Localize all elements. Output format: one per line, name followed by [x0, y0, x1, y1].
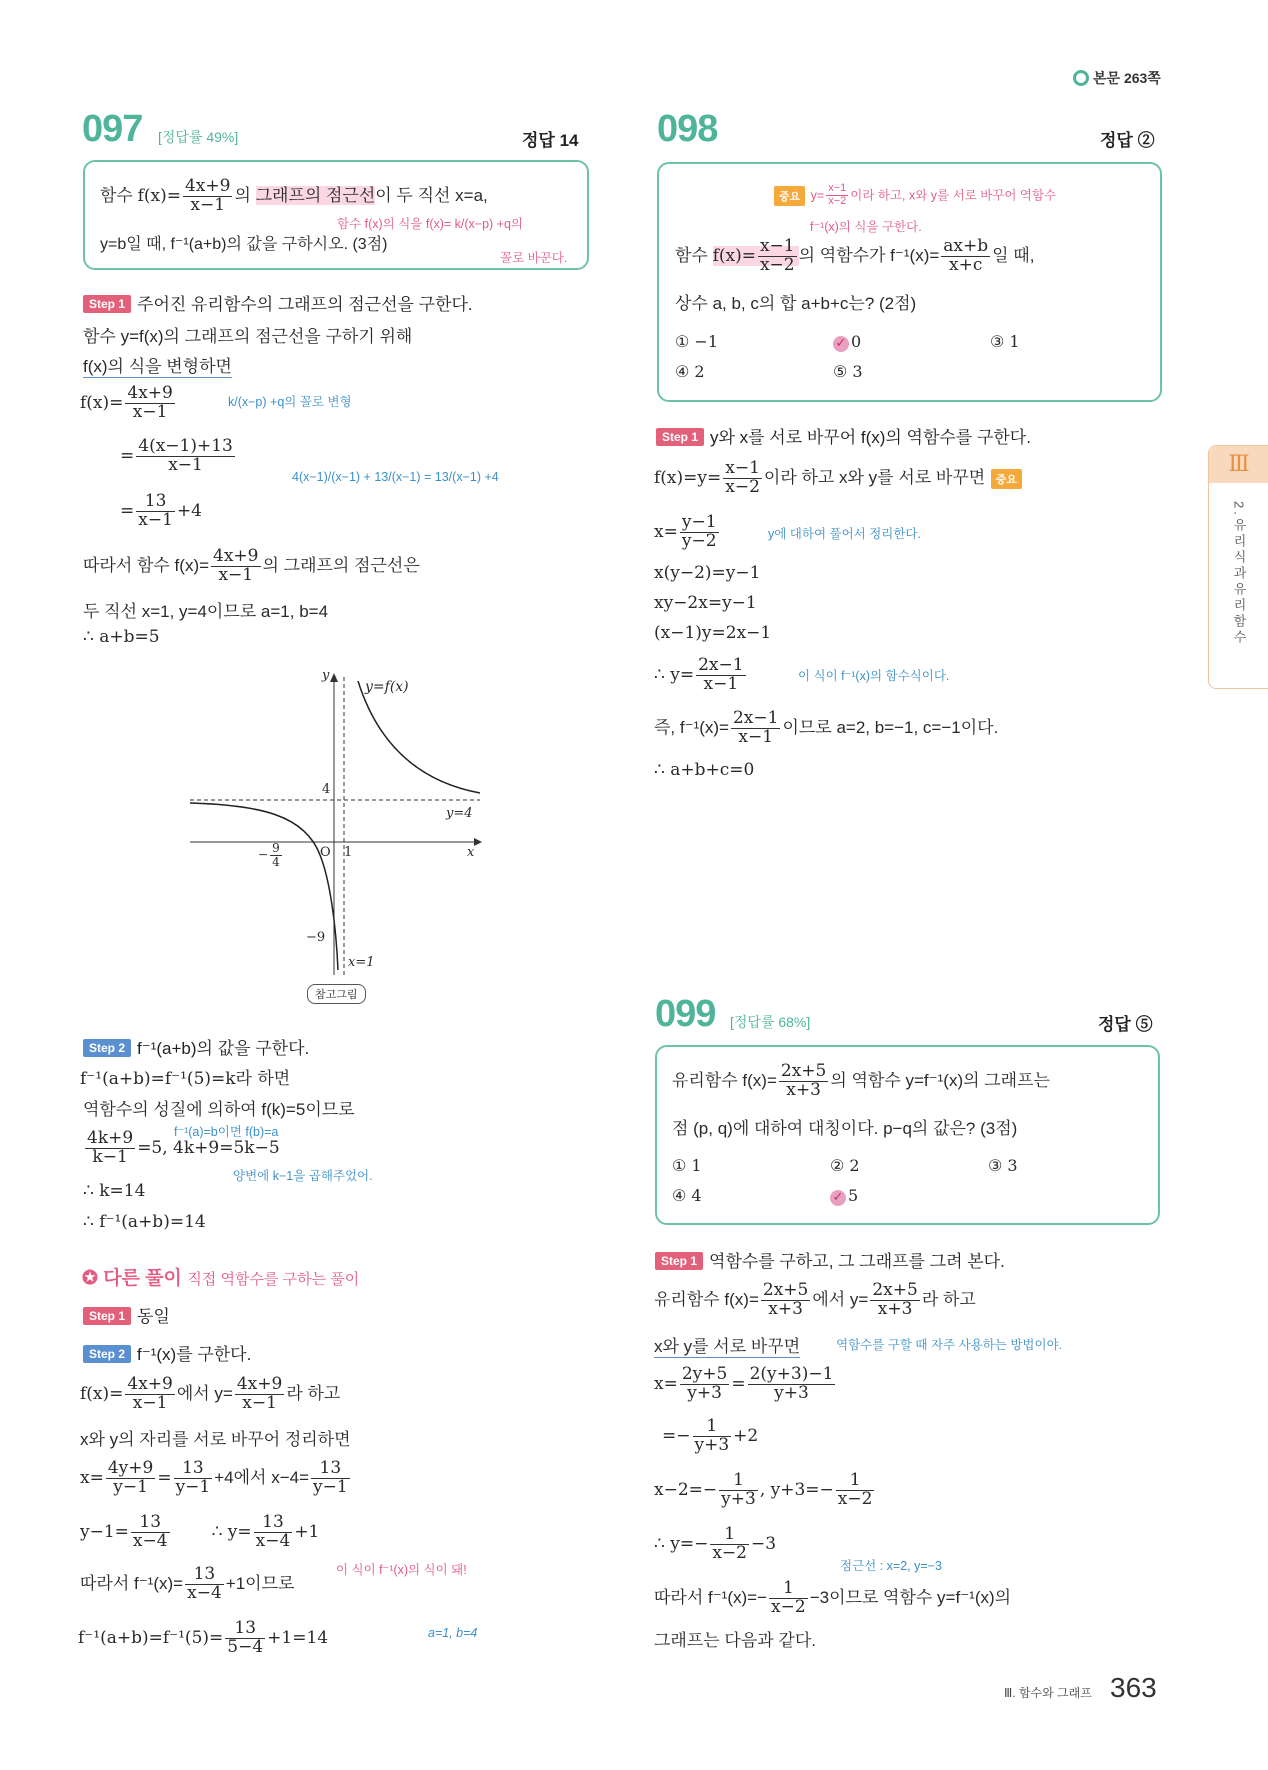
reference-graph [180, 665, 500, 985]
problem-line-1: 유리함수 f(x)= $\frac{2x+5}{x+3}$ 의 역함수 y=f⁻¹(x)의 그래프는 [672, 1061, 1050, 1100]
step1-line-1: f(x)=y= $\frac{x-1}{x-2}$ 이라 하고 x와 y를 서로 바꾸면 중요 [654, 460, 1022, 497]
other-solution-title: ✪ 다른 풀이 직접 역함수를 구하는 풀이 [82, 1268, 360, 1289]
option-3[interactable]: ③ 1 [990, 332, 1020, 351]
step1-eq-3: = $\frac{13}{x-1}$ +4 [120, 491, 202, 530]
step1-header: Step 1 역함수를 구하고, 그 그래프를 그려 본다. [655, 1247, 1005, 1272]
step1-line-8: 그래프는 다음과 같다. [654, 1631, 816, 1650]
step2-line-1: f⁻¹(a+b)=f⁻¹(5)=k라 하면 [80, 1069, 291, 1089]
step1-note-2: 점근선 : x=2, y=−3 [840, 1559, 942, 1573]
step1-eq-1: f(x)= $\frac{4x+9}{x-1}$ [80, 383, 173, 422]
step2-line-2: 역함수의 성질에 의하여 f(k)=5이므로 [83, 1100, 355, 1119]
answer-label: 정답 ② [1100, 131, 1155, 150]
step1-note-1: y에 대하여 풀어서 정리한다. [768, 527, 921, 541]
graph-y4-label: y=4 [446, 806, 473, 821]
important-badge: 중요 [991, 469, 1022, 489]
chapter-title: 2.유리식과유리함수 [1231, 501, 1247, 646]
graph-y-label: y [322, 668, 330, 683]
option-3[interactable]: ③ 3 [988, 1156, 1018, 1175]
option-2-checked[interactable]: ✓ 0 [833, 332, 861, 352]
important-note-1: 중요 y= $\frac{x-1}{x-2}$ 이라 하고, x와 y를 서로 바꾸어 역함수 [774, 183, 1056, 207]
other-note-1: 이 식이 f⁻¹(x)의 식이 돼! [336, 1563, 467, 1577]
answer-label: 정답 14 [522, 131, 579, 150]
question-number: 098 [657, 108, 718, 150]
other-step1-header: Step 1 동일 [83, 1302, 170, 1327]
graph-x-label: x [467, 845, 475, 860]
graph-4-label: 4 [322, 782, 331, 797]
circle-icon [1073, 70, 1089, 86]
step1-line-4: xy−2x=y−1 [654, 593, 757, 613]
problem-line-1: 함수 f(x)= $\frac{x-1}{x-2}$ 의 역함수가 f⁻¹(x)= $\frac{ax+b}{x+c}$ 일 때, [675, 236, 1035, 275]
step1-line-6: ∴ y= $\frac{2x-1}{x-1}$ [654, 655, 744, 694]
y-axis-arrow [330, 673, 338, 682]
other-line-6: f⁻¹(a+b)=f⁻¹(5)= $\frac{13}{5-4}$ +1=14 [78, 1618, 329, 1657]
step2-note-2: 양변에 k−1을 곱해주었어. [233, 1169, 373, 1183]
step1-line-3: x= $\frac{2y+5}{y+3}$ = $\frac{2(y+3)-1}{y+3}$ [654, 1364, 834, 1403]
step1-line-2: x= $\frac{y-1}{y-2}$ [654, 512, 717, 551]
important-badge: 중요 [774, 186, 805, 206]
graph-o-label: O [320, 845, 331, 860]
step1-line-1: 함수 y=f(x)의 그래프의 점근선을 구하기 위해 [83, 327, 413, 346]
step1-line-4: 두 직선 x=1, y=4이므로 a=1, b=4 [83, 602, 329, 621]
step1-line-2: f(x)의 식을 변형하면 [83, 352, 232, 378]
problem-note-2: 꼴로 바꾼다. [500, 251, 568, 265]
step2-eq: $\frac{4k+9}{k-1}$ =5, 4k+9=5k−5 [87, 1128, 280, 1167]
graph-caption: 참고그림 [307, 984, 366, 1004]
other-line-1: f(x)= $\frac{4x+9}{x-1}$ 에서 y= $\frac{4x+9}{x-1}$ 라 하고 [80, 1374, 341, 1413]
problem-note-1: 함수 f(x)의 식을 f(x)= k/(x−p) +q의 [337, 217, 524, 231]
step2-line-3: ∴ k=14 [83, 1181, 146, 1201]
important-note-2: f⁻¹(x)의 식을 구한다. [810, 220, 922, 234]
step1-note-2: 이 식이 f⁻¹(x)의 함수식이다. [798, 669, 950, 683]
graph-minus-9-label: −9 [306, 930, 326, 945]
graph-fx-label: y=f(x) [365, 679, 409, 695]
step1-line-4: =− $\frac{1}{y+3}$ +2 [662, 1416, 759, 1455]
step1-line-7: 따라서 f⁻¹(x)=− $\frac{1}{x-2}$ −3이므로 역함수 y=f⁻¹(x)의 [654, 1578, 1012, 1617]
correct-rate: [정답률 68%] [730, 1014, 811, 1030]
other-note-2: a=1, b=4 [428, 1626, 478, 1640]
step2-header: Step 2 f⁻¹(a+b)의 값을 구한다. [83, 1034, 309, 1059]
step1-eq-2: = $\frac{4(x-1)+13}{x-1}$ [120, 436, 233, 475]
question-number: 097 [82, 108, 143, 150]
step2-line-4: ∴ f⁻¹(a+b)=14 [83, 1212, 206, 1232]
step1-line-5: (x−1)y=2x−1 [654, 623, 772, 643]
step1-note-1: k/(x−p) +q의 꼴로 변형 [228, 395, 352, 409]
other-line-2: x와 y의 자리를 서로 바꾸어 정리하면 [80, 1430, 351, 1449]
step1-header: Step 1 주어진 유리함수의 그래프의 점근선을 구한다. [83, 290, 473, 315]
option-4[interactable]: ④ 4 [672, 1186, 702, 1205]
step1-line-3: x(y−2)=y−1 [654, 563, 761, 583]
option-1[interactable]: ① 1 [672, 1156, 702, 1175]
step1-line-1: 유리함수 f(x)= $\frac{2x+5}{x+3}$ 에서 y= $\frac{2x+5}{x+3}$ 라 하고 [654, 1280, 976, 1319]
check-mark-icon: ✓ [833, 336, 849, 352]
step1-line-5: ∴ a+b=5 [83, 627, 160, 647]
step1-line-3: 따라서 함수 f(x)= $\frac{4x+9}{x-1}$ 의 그래프의 점근선은 [83, 546, 420, 585]
page-reference [1073, 68, 1161, 88]
other-line-5: 따라서 f⁻¹(x)= $\frac{13}{x-4}$ +1이므로 [80, 1564, 295, 1603]
problem-line-2: 점 (p, q)에 대하여 대칭이다. p−q의 값은? (3점) [672, 1119, 1018, 1138]
curve-right-branch [358, 681, 480, 793]
x-axis-arrow [474, 838, 482, 846]
option-5[interactable]: ⑤ 3 [833, 362, 863, 381]
option-2[interactable]: ② 2 [830, 1156, 860, 1175]
highlight-asymptote: 그래프의 점근선 [255, 185, 376, 205]
step1-line-7: 즉, f⁻¹(x)= $\frac{2x-1}{x-1}$ 이므로 a=2, b=−1, c=−1이다. [654, 708, 999, 747]
question-number: 099 [655, 993, 716, 1035]
other-step2-header: Step 2 f⁻¹(x)를 구한다. [83, 1340, 251, 1365]
check-mark-icon: ✓ [830, 1190, 846, 1206]
page-number: 363 [1110, 1672, 1157, 1703]
answer-label: 정답 ⑤ [1098, 1015, 1153, 1034]
graph-1-label: 1 [344, 845, 353, 860]
step1-note-1: 역함수를 구할 때 자주 사용하는 방법이야. [836, 1338, 1063, 1352]
step1-line-5: x−2=− $\frac{1}{y+3}$ , y+3=− $\frac{1}{x-2}$ [654, 1470, 873, 1509]
graph-minus-9-over-4: − $\frac{9}{4}$ [258, 841, 280, 869]
page-reference-text: 본문 263쪽 [1093, 70, 1161, 86]
option-5-checked[interactable]: ✓ 5 [830, 1186, 858, 1206]
highlight-function: f(x)= $\frac{x-1}{x-2}$ [713, 246, 799, 266]
step1-line-2: x와 y를 서로 바꾸면 [654, 1332, 800, 1358]
chapter-side-tab[interactable] [1208, 445, 1268, 689]
graph-x1-label: x=1 [348, 955, 375, 970]
other-line-3: x= $\frac{4y+9}{y-1}$ = $\frac{13}{y-1}$ +4에서 x−4= $\frac{13}{y-1}$ [80, 1458, 348, 1497]
problem-line-2: y=b일 때, f⁻¹(a+b)의 값을 구하시오. (3점) [100, 236, 388, 253]
problem-line-1: 함수 f(x)= $\frac{4x+9}{x-1}$ 의 그래프의 점근선이 두 직선 x=a, [100, 176, 488, 215]
correct-rate: [정답률 49%] [158, 129, 239, 145]
step1-line-6: ∴ y=− $\frac{1}{x-2}$ −3 [654, 1524, 777, 1563]
problem-line-2: 상수 a, b, c의 합 a+b+c는? (2점) [675, 294, 917, 313]
option-4[interactable]: ④ 2 [675, 362, 705, 381]
step1-line-8: ∴ a+b+c=0 [654, 760, 755, 780]
step2-note-1: f⁻¹(a)=b이면 f(b)=a [174, 1125, 279, 1139]
option-1[interactable]: ① −1 [675, 332, 719, 351]
step1-note-2: 4(x−1)/(x−1) + 13/(x−1) = 13/(x−1) +4 [292, 470, 499, 484]
other-line-4: y−1= $\frac{13}{x-4}$ ∴ y= $\frac{13}{x-4}$ +1 [80, 1512, 320, 1551]
footer-section: Ⅲ. 함수와 그래프 [1004, 1686, 1092, 1700]
chapter-roman-numeral: Ⅲ [1209, 446, 1268, 483]
step1-header: Step 1 y와 x를 서로 바꾸어 f(x)의 역함수를 구한다. [656, 423, 1031, 448]
